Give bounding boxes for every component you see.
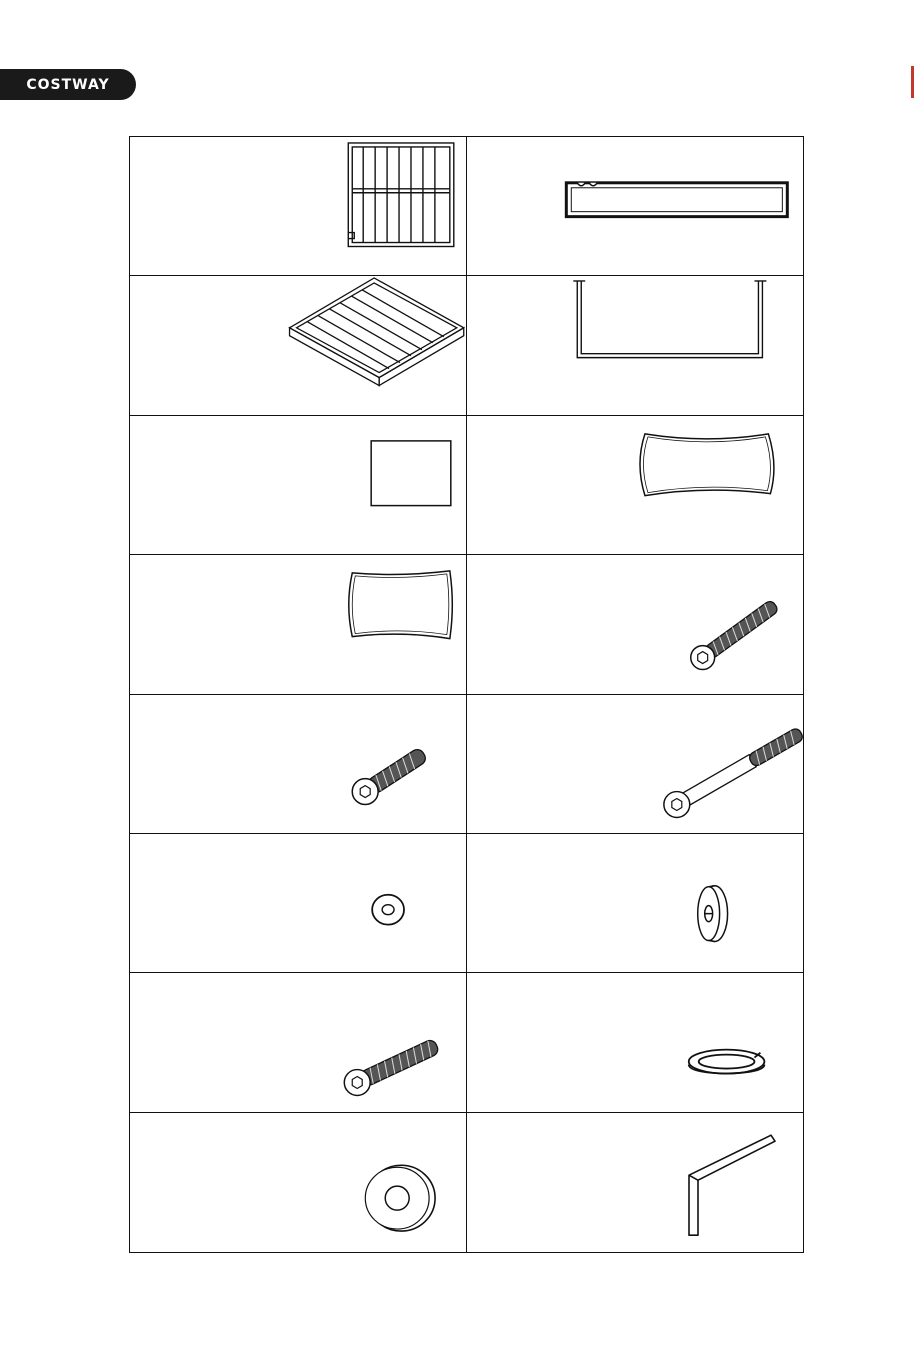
part-cell-10	[467, 695, 803, 834]
part-cell-12	[467, 834, 803, 973]
panel-grid-icon	[130, 137, 466, 275]
flat-washer-large-icon	[130, 1113, 466, 1252]
flat-washer-small-icon	[130, 834, 466, 972]
part-cell-4	[467, 276, 803, 415]
part-cell-7	[130, 555, 467, 694]
part-cell-2	[467, 137, 803, 276]
brand-logo	[0, 69, 136, 100]
part-cell-6	[467, 416, 803, 555]
part-cell-9	[130, 695, 467, 834]
cushion-small-icon	[130, 555, 466, 693]
parts-grid	[129, 136, 804, 1253]
cushion-wide-icon	[467, 416, 803, 554]
allen-key-icon	[467, 1113, 803, 1252]
part-cell-13	[130, 973, 467, 1112]
u-frame-icon	[467, 276, 803, 414]
slatted-board-icon	[130, 276, 466, 414]
brand-name: COSTWAY	[26, 76, 110, 93]
bolt-long-icon	[467, 695, 803, 833]
bolt-medium-2-icon	[130, 973, 466, 1111]
part-cell-1	[130, 137, 467, 276]
bolt-short-icon	[130, 695, 466, 833]
part-cell-11	[130, 834, 467, 973]
part-cell-14	[467, 973, 803, 1112]
square-panel-icon	[130, 416, 466, 554]
part-cell-5	[130, 416, 467, 555]
bolt-medium-icon	[467, 555, 803, 693]
part-cell-15	[130, 1113, 467, 1252]
part-cell-8	[467, 555, 803, 694]
barrel-nut-icon	[467, 834, 803, 972]
spring-washer-icon	[467, 973, 803, 1111]
part-cell-3	[130, 276, 467, 415]
long-bar-icon	[467, 137, 803, 275]
part-cell-16	[467, 1113, 803, 1252]
